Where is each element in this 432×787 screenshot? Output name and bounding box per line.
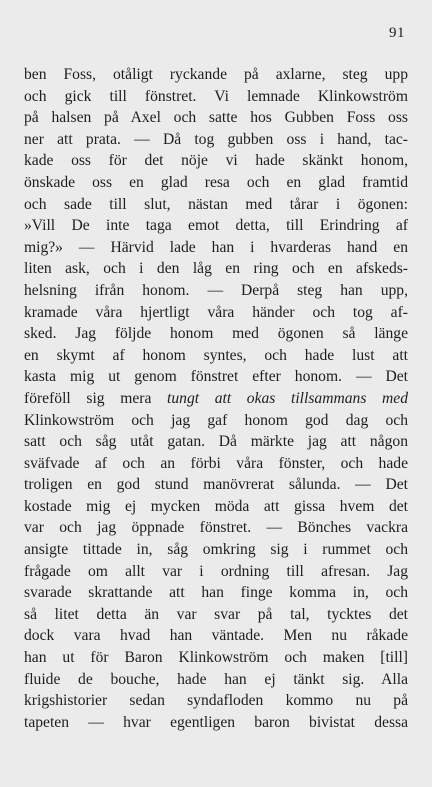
text-line: och gick till fönstret. Vi lemnade Klinkowström xyxy=(24,87,408,105)
text-line: ben Foss, otåligt ryckande på axlarne, steg upp xyxy=(24,66,408,83)
text-line: satt och såg utåt gatan. Då märkte jag att någon xyxy=(24,433,408,451)
text-line: liten ask, och i den låg en ring och en afskeds- xyxy=(24,260,408,278)
text-line: föreföll sig mera tungt att okas tillsammans med xyxy=(24,389,408,407)
page-number: 91 xyxy=(389,25,405,41)
text-line: sked. Jag följde honom med ögonen så länge xyxy=(24,325,408,343)
body-text xyxy=(24,64,408,733)
text-line: ner att prata. — Då tog gubben oss i hand, tac- xyxy=(24,130,408,148)
text-line: mig?» — Härvid lade han i hvarderas hand en xyxy=(24,238,408,256)
text-line: ansigte tittade in, såg omkring sig i rummet och xyxy=(24,541,408,559)
text-line: svarade skrattande att han finge komma in, och xyxy=(24,584,408,602)
text-line: helsning ifrån honom. — Derpå steg han upp, xyxy=(24,281,408,299)
text-line: fluide de bouche, hade han ej tänkt sig. Alla xyxy=(24,670,408,688)
text-line: önskade oss en glad resa och en glad framtid xyxy=(24,173,408,191)
text-line: Klinkowström och jag gaf honom god dag och xyxy=(24,411,408,429)
text-line: sväfvade af och an förbi våra fönster, och hade xyxy=(24,454,408,472)
text-line: så litet detta än var svar på tal, tycktes det xyxy=(24,605,408,623)
text-line: på halsen på Axel och satte hos Gubben Foss oss xyxy=(24,109,408,127)
text-line: han ut för Baron Klinkowström och maken [till] xyxy=(24,649,408,667)
text-line: kramade våra hjertligt våra händer och tog af- xyxy=(24,303,408,321)
text-line: och sade till slut, nästan med tårar i ögonen: xyxy=(24,195,408,213)
text-line: kade oss för det nöje vi hade skänkt honom, xyxy=(24,152,408,170)
text-line: kasta mig ut genom fönstret efter honom. — Det xyxy=(24,368,408,386)
text-line: troligen en god stund manövrerat sålunda. — Det xyxy=(24,476,408,494)
text-line: frågade om allt var i ordning till afresan. Jag xyxy=(24,562,408,580)
text-line: var och jag öppnade fönstret. — Bönches vackra xyxy=(24,519,408,537)
text-line: dock vara hvad han väntade. Men nu råkade xyxy=(24,627,408,645)
text-line: tapeten — hvar egentligen baron bivistat dessa xyxy=(24,713,408,731)
text-line: krigshistorier sedan syndafloden kommo nu på xyxy=(24,692,408,710)
italic-phrase: tungt att okas tillsammans med xyxy=(167,389,408,407)
text-line: »Vill De inte taga emot detta, till Erindring af xyxy=(24,217,408,235)
text-line: kostade mig ej mycken möda att gissa hvem det xyxy=(24,497,408,515)
text-line: en skymt af honom syntes, och hade lust att xyxy=(24,346,408,364)
